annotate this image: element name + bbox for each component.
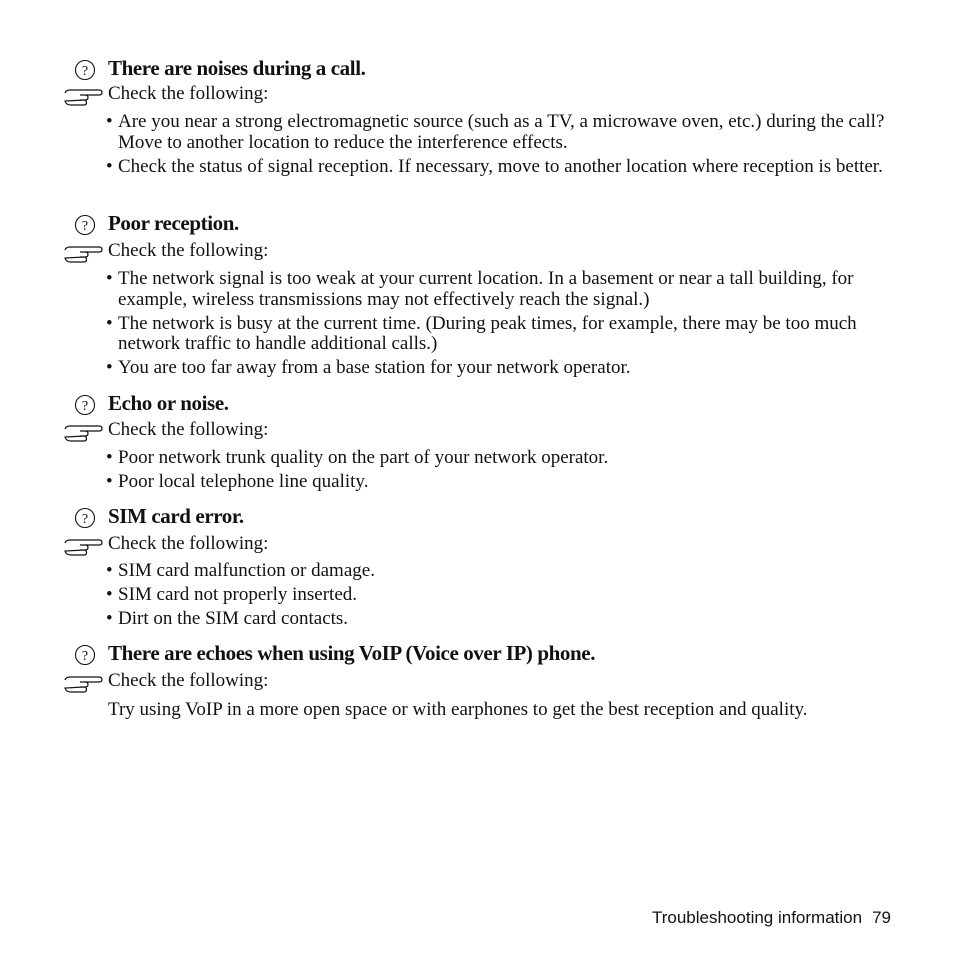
- question-circle-icon: [74, 644, 96, 666]
- svg-text:?: ?: [81, 219, 89, 234]
- list-item: • Poor network trunk quality on the part of your network operator.: [106, 447, 609, 468]
- question-circle-icon: [74, 214, 96, 236]
- pointing-hand-icon: [63, 672, 103, 694]
- list-item: • SIM card malfunction or damage.: [106, 560, 375, 581]
- answer-text: Try using VoIP in a more open space or with earphones to get the best reception and quality.: [108, 699, 808, 720]
- bullet-list: [106, 269, 896, 382]
- list-item: • Check the status of signal reception. If necessary, move to another location where reception is better.: [106, 155, 883, 177]
- question-title: Poor reception.: [108, 211, 239, 235]
- check-label: Check the following:: [108, 83, 269, 104]
- pointing-hand-icon: [63, 421, 103, 443]
- footer-label: Troubleshooting information: [651, 908, 863, 927]
- question-title: There are echoes when using VoIP (Voice over IP) phone.: [108, 641, 596, 665]
- check-label: Check the following:: [108, 240, 269, 261]
- list-item: • Are you near a strong electromagnetic source (such as a TV, a microwave oven, etc.) during the call? Move to another location to reduce the interference effects.: [106, 111, 885, 153]
- list-item: • SIM card not properly inserted.: [106, 584, 358, 605]
- page-number: 79: [872, 908, 891, 927]
- svg-text:?: ?: [81, 64, 89, 79]
- bullet-list: [106, 561, 896, 633]
- question-circle-icon: [74, 59, 96, 81]
- svg-text:?: ?: [81, 512, 89, 527]
- bullet-list: [106, 112, 896, 181]
- pointing-hand-icon: [63, 85, 103, 107]
- list-item: • The network signal is too weak at your current location. In a basement or near a tall building, for example, wireless transmissions may not effectively reach the signal.): [106, 268, 854, 310]
- list-item: • The network is busy at the current time. (During peak times, for example, there may be too much network traffic to handle additional calls.): [106, 312, 857, 354]
- svg-text:?: ?: [81, 399, 89, 414]
- question-title: SIM card error.: [108, 504, 244, 528]
- question-title: Echo or noise.: [108, 391, 229, 415]
- pointing-hand-icon: [63, 242, 103, 264]
- svg-text:?: ?: [81, 649, 89, 664]
- list-item: • Dirt on the SIM card contacts.: [106, 608, 349, 629]
- question-title: There are noises during a call.: [108, 56, 366, 80]
- page-footer: [652, 908, 891, 928]
- check-label: Check the following:: [108, 533, 269, 554]
- question-circle-icon: [74, 507, 96, 529]
- question-circle-icon: [74, 394, 96, 416]
- bullet-list: [106, 448, 896, 496]
- check-label: Check the following:: [108, 670, 269, 691]
- pointing-hand-icon: [63, 535, 103, 557]
- list-item: • Poor local telephone line quality.: [106, 471, 369, 492]
- list-item: • You are too far away from a base station for your network operator.: [106, 357, 631, 378]
- check-label: Check the following:: [108, 419, 269, 440]
